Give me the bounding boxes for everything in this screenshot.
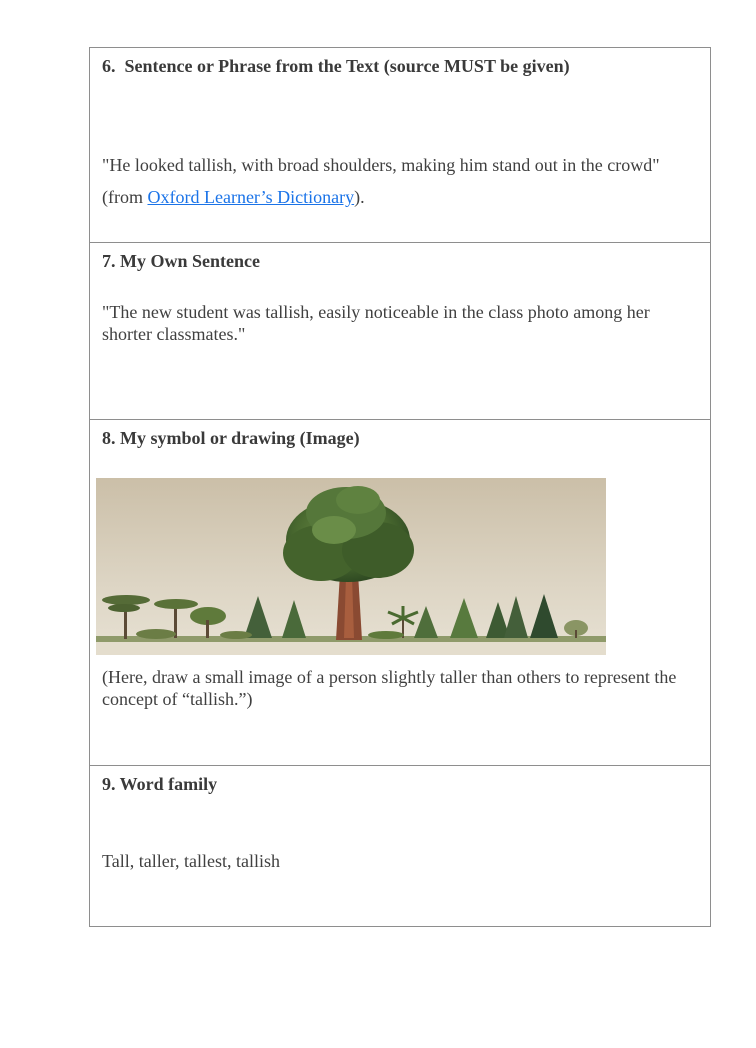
section-6-heading: 6. Sentence or Phrase from the Text (source MUST be given) <box>102 56 570 76</box>
section-9-text: Tall, taller, tallest, tallish <box>102 851 280 871</box>
vocabulary-table <box>89 47 711 927</box>
section-6-quote: "He looked tallish, with broad shoulders, making him stand out in the crowd" <box>102 155 660 175</box>
section-8-text: (Here, draw a small image of a person slightly taller than others to represent the concept of “tallish.”) <box>102 667 677 709</box>
source-prefix: (from <box>102 187 148 207</box>
trees-illustration-image <box>96 478 606 655</box>
source-suffix: ). <box>354 187 365 207</box>
section-9-cell <box>90 766 710 926</box>
section-8-cell <box>90 420 710 766</box>
section-6-source <box>102 186 700 208</box>
oxford-dictionary-link[interactable]: Oxford Learner’s Dictionary <box>147 187 355 207</box>
section-8-heading: 8. My symbol or drawing (Image) <box>102 428 360 448</box>
section-6-cell <box>90 48 710 243</box>
section-7-heading: 7. My Own Sentence <box>102 251 260 271</box>
section-7-cell <box>90 243 710 420</box>
section-7-text: "The new student was tallish, easily noticeable in the class photo among her shorter classmates." <box>102 302 650 344</box>
section-9-heading: 9. Word family <box>102 774 218 794</box>
